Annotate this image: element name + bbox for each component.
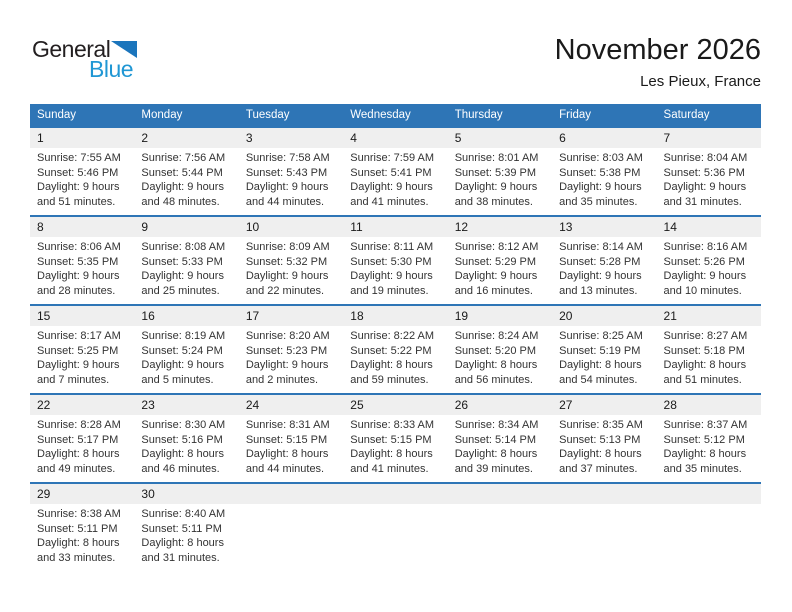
day-details bbox=[657, 148, 761, 209]
daylight-text-line2: and 33 minutes. bbox=[37, 551, 116, 564]
week-row bbox=[30, 304, 761, 393]
daylight-text-line1: Daylight: 9 hours bbox=[663, 270, 747, 283]
day-details bbox=[30, 237, 134, 298]
sunset-text: Sunset: 5:38 PM bbox=[559, 166, 641, 179]
empty-day-cell bbox=[448, 484, 552, 571]
week-row bbox=[30, 482, 761, 571]
daylight-text-line2: and 31 minutes. bbox=[663, 195, 742, 208]
daylight-text-line2: and 35 minutes. bbox=[559, 195, 638, 208]
daylight-text-line2: and 31 minutes. bbox=[141, 551, 220, 564]
day-details bbox=[239, 237, 343, 298]
sunset-text: Sunset: 5:16 PM bbox=[141, 433, 223, 446]
sunrise-text: Sunrise: 8:14 AM bbox=[559, 241, 643, 253]
day-details bbox=[239, 415, 343, 476]
day-cell bbox=[448, 306, 552, 393]
daylight-text-line1: Daylight: 9 hours bbox=[37, 270, 120, 283]
daylight-text-line1: Daylight: 9 hours bbox=[559, 270, 642, 283]
empty-day-cell bbox=[343, 484, 447, 571]
sunrise-text: Sunrise: 8:27 AM bbox=[663, 330, 748, 342]
day-number: 7 bbox=[657, 128, 761, 148]
day-details bbox=[30, 415, 134, 476]
day-details bbox=[134, 148, 238, 209]
day-number: 21 bbox=[657, 306, 761, 326]
day-cell bbox=[343, 217, 447, 304]
sunset-text: Sunset: 5:41 PM bbox=[350, 166, 432, 179]
sunset-text: Sunset: 5:39 PM bbox=[454, 166, 537, 179]
day-number: 3 bbox=[239, 128, 343, 148]
page-title: November 2026 bbox=[554, 34, 761, 66]
day-details bbox=[343, 326, 447, 387]
day-number: 25 bbox=[343, 395, 447, 415]
day-number: 1 bbox=[30, 128, 134, 148]
sunset-text: Sunset: 5:23 PM bbox=[245, 344, 328, 357]
day-cell bbox=[30, 217, 134, 304]
day-number: 2 bbox=[134, 128, 238, 148]
day-details bbox=[30, 326, 134, 387]
day-number: 18 bbox=[343, 306, 447, 326]
day-details bbox=[239, 326, 343, 387]
daylight-text-line1: Daylight: 9 hours bbox=[350, 181, 433, 194]
day-details bbox=[552, 237, 656, 298]
daylight-text-line1: Daylight: 9 hours bbox=[141, 359, 224, 372]
day-number: 30 bbox=[134, 484, 238, 504]
daylight-text-line2: and 22 minutes. bbox=[245, 284, 325, 297]
day-cell bbox=[657, 306, 761, 393]
daylight-text-line2: and 39 minutes. bbox=[454, 462, 533, 475]
daylight-text-line1: Daylight: 9 hours bbox=[245, 270, 329, 283]
sunrise-text: Sunrise: 7:59 AM bbox=[350, 152, 435, 164]
day-number-band-empty bbox=[448, 484, 552, 504]
day-number: 14 bbox=[657, 217, 761, 237]
day-cell bbox=[343, 306, 447, 393]
day-cell bbox=[448, 395, 552, 482]
sunrise-text: Sunrise: 8:40 AM bbox=[141, 508, 226, 520]
weekday-sunday: Sunday bbox=[37, 109, 77, 121]
daylight-text-line1: Daylight: 9 hours bbox=[37, 359, 120, 372]
sunset-text: Sunset: 5:33 PM bbox=[141, 255, 223, 268]
sunset-text: Sunset: 5:12 PM bbox=[663, 433, 745, 446]
daylight-text-line1: Daylight: 8 hours bbox=[663, 448, 747, 461]
day-number: 12 bbox=[448, 217, 552, 237]
day-cell bbox=[448, 128, 552, 215]
sunrise-text: Sunrise: 8:34 AM bbox=[454, 419, 539, 431]
daylight-text-line2: and 25 minutes. bbox=[141, 284, 220, 297]
day-cell bbox=[30, 306, 134, 393]
day-number: 16 bbox=[134, 306, 238, 326]
sunset-text: Sunset: 5:35 PM bbox=[37, 255, 119, 268]
empty-day-cell bbox=[657, 484, 761, 571]
day-number: 22 bbox=[30, 395, 134, 415]
day-details bbox=[239, 148, 343, 209]
day-details bbox=[657, 237, 761, 298]
logo-text-blue: Blue bbox=[89, 56, 134, 82]
day-cell bbox=[134, 395, 238, 482]
sunrise-text: Sunrise: 8:31 AM bbox=[245, 419, 330, 431]
daylight-text-line1: Daylight: 8 hours bbox=[37, 537, 120, 550]
sunrise-text: Sunrise: 8:25 AM bbox=[559, 330, 643, 342]
page-subtitle: Les Pieux, France bbox=[640, 73, 761, 90]
day-cell bbox=[657, 395, 761, 482]
sunset-text: Sunset: 5:11 PM bbox=[141, 522, 222, 535]
day-number: 20 bbox=[552, 306, 656, 326]
weekday-wednesday: Wednesday bbox=[350, 109, 411, 121]
daylight-text-line2: and 49 minutes. bbox=[37, 462, 116, 475]
sunset-text: Sunset: 5:20 PM bbox=[454, 344, 537, 357]
day-details bbox=[343, 237, 447, 298]
sunset-text: Sunset: 5:28 PM bbox=[559, 255, 641, 268]
daylight-text-line1: Daylight: 9 hours bbox=[141, 181, 224, 194]
sunrise-text: Sunrise: 8:09 AM bbox=[245, 241, 330, 253]
daylight-text-line2: and 44 minutes. bbox=[245, 195, 325, 208]
daylight-text-line2: and 41 minutes. bbox=[350, 195, 429, 208]
sunrise-text: Sunrise: 7:58 AM bbox=[245, 152, 330, 164]
day-cell bbox=[134, 128, 238, 215]
day-cell bbox=[134, 306, 238, 393]
day-details bbox=[552, 148, 656, 209]
day-number: 11 bbox=[343, 217, 447, 237]
sunrise-text: Sunrise: 8:35 AM bbox=[559, 419, 643, 431]
daylight-text-line2: and 41 minutes. bbox=[350, 462, 429, 475]
daylight-text-line1: Daylight: 8 hours bbox=[454, 359, 538, 372]
daylight-text-line2: and 59 minutes. bbox=[350, 373, 429, 386]
day-cell bbox=[657, 217, 761, 304]
day-number: 19 bbox=[448, 306, 552, 326]
sunrise-text: Sunrise: 8:28 AM bbox=[37, 419, 121, 431]
daylight-text-line2: and 28 minutes. bbox=[37, 284, 116, 297]
daylight-text-line2: and 51 minutes. bbox=[37, 195, 116, 208]
calendar-table bbox=[30, 104, 761, 571]
sunset-text: Sunset: 5:44 PM bbox=[141, 166, 223, 179]
daylight-text-line2: and 13 minutes. bbox=[559, 284, 638, 297]
daylight-text-line2: and 46 minutes. bbox=[141, 462, 220, 475]
daylight-text-line1: Daylight: 8 hours bbox=[141, 448, 224, 461]
general-blue-logo bbox=[32, 36, 137, 82]
sunrise-text: Sunrise: 8:11 AM bbox=[350, 241, 434, 253]
daylight-text-line1: Daylight: 9 hours bbox=[663, 181, 747, 194]
sunset-text: Sunset: 5:24 PM bbox=[141, 344, 223, 357]
day-cell bbox=[134, 484, 238, 571]
day-cell bbox=[239, 395, 343, 482]
day-cell bbox=[30, 128, 134, 215]
daylight-text-line2: and 51 minutes. bbox=[663, 373, 742, 386]
day-cell bbox=[448, 217, 552, 304]
sunrise-text: Sunrise: 8:04 AM bbox=[663, 152, 748, 164]
day-cell bbox=[552, 128, 656, 215]
daylight-text-line1: Daylight: 8 hours bbox=[350, 359, 433, 372]
day-number: 5 bbox=[448, 128, 552, 148]
daylight-text-line1: Daylight: 9 hours bbox=[37, 181, 120, 194]
daylight-text-line2: and 37 minutes. bbox=[559, 462, 638, 475]
day-cell bbox=[239, 217, 343, 304]
daylight-text-line1: Daylight: 8 hours bbox=[559, 359, 642, 372]
weekday-header-row bbox=[30, 104, 761, 126]
day-details bbox=[134, 415, 238, 476]
day-details bbox=[134, 237, 238, 298]
day-number: 23 bbox=[134, 395, 238, 415]
daylight-text-line2: and 35 minutes. bbox=[663, 462, 742, 475]
week-row bbox=[30, 126, 761, 215]
weekday-monday: Monday bbox=[141, 109, 183, 121]
sunrise-text: Sunrise: 8:37 AM bbox=[663, 419, 748, 431]
daylight-text-line2: and 16 minutes. bbox=[454, 284, 533, 297]
day-cell bbox=[30, 395, 134, 482]
daylight-text-line1: Daylight: 9 hours bbox=[245, 359, 329, 372]
day-cell bbox=[552, 395, 656, 482]
empty-day-cell bbox=[552, 484, 656, 571]
day-number: 24 bbox=[239, 395, 343, 415]
daylight-text-line1: Daylight: 9 hours bbox=[245, 181, 329, 194]
daylight-text-line2: and 2 minutes. bbox=[245, 373, 318, 386]
sunset-text: Sunset: 5:11 PM bbox=[37, 522, 118, 535]
weekday-saturday: Saturday bbox=[663, 109, 710, 121]
sunset-text: Sunset: 5:30 PM bbox=[350, 255, 432, 268]
day-number: 27 bbox=[552, 395, 656, 415]
sunrise-text: Sunrise: 8:24 AM bbox=[454, 330, 539, 342]
daylight-text-line1: Daylight: 8 hours bbox=[454, 448, 538, 461]
day-details bbox=[448, 326, 552, 387]
daylight-text-line1: Daylight: 8 hours bbox=[37, 448, 120, 461]
day-number-band-empty bbox=[552, 484, 656, 504]
sunset-text: Sunset: 5:22 PM bbox=[350, 344, 432, 357]
weekday-friday: Friday bbox=[559, 109, 592, 121]
weekday-tuesday: Tuesday bbox=[245, 109, 290, 121]
daylight-text-line2: and 56 minutes. bbox=[454, 373, 533, 386]
empty-day-cell bbox=[239, 484, 343, 571]
day-details bbox=[134, 326, 238, 387]
day-details bbox=[657, 415, 761, 476]
day-number-band-empty bbox=[239, 484, 343, 504]
daylight-text-line2: and 44 minutes. bbox=[245, 462, 325, 475]
sunrise-text: Sunrise: 8:08 AM bbox=[141, 241, 226, 253]
daylight-text-line1: Daylight: 9 hours bbox=[454, 270, 538, 283]
day-details bbox=[657, 326, 761, 387]
sunset-text: Sunset: 5:15 PM bbox=[245, 433, 328, 446]
daylight-text-line1: Daylight: 9 hours bbox=[454, 181, 538, 194]
daylight-text-line1: Daylight: 8 hours bbox=[663, 359, 747, 372]
day-details bbox=[448, 148, 552, 209]
day-number: 6 bbox=[552, 128, 656, 148]
sunset-text: Sunset: 5:36 PM bbox=[663, 166, 745, 179]
day-number: 13 bbox=[552, 217, 656, 237]
daylight-text-line1: Daylight: 8 hours bbox=[559, 448, 642, 461]
weekday-thursday: Thursday bbox=[454, 109, 503, 121]
day-details bbox=[343, 415, 447, 476]
sunrise-text: Sunrise: 8:22 AM bbox=[350, 330, 435, 342]
sunset-text: Sunset: 5:26 PM bbox=[663, 255, 745, 268]
week-row bbox=[30, 393, 761, 482]
day-number: 15 bbox=[30, 306, 134, 326]
daylight-text-line2: and 7 minutes. bbox=[37, 373, 110, 386]
daylight-text-line2: and 48 minutes. bbox=[141, 195, 220, 208]
sunset-text: Sunset: 5:19 PM bbox=[559, 344, 641, 357]
sunrise-text: Sunrise: 8:38 AM bbox=[37, 508, 121, 520]
sunset-text: Sunset: 5:43 PM bbox=[245, 166, 328, 179]
sunset-text: Sunset: 5:32 PM bbox=[245, 255, 328, 268]
daylight-text-line2: and 54 minutes. bbox=[559, 373, 638, 386]
sunset-text: Sunset: 5:14 PM bbox=[454, 433, 537, 446]
day-details bbox=[30, 148, 134, 209]
sunset-text: Sunset: 5:29 PM bbox=[454, 255, 537, 268]
day-number: 28 bbox=[657, 395, 761, 415]
day-details bbox=[448, 237, 552, 298]
day-number: 10 bbox=[239, 217, 343, 237]
day-number: 8 bbox=[30, 217, 134, 237]
day-details bbox=[134, 504, 238, 565]
daylight-text-line1: Daylight: 8 hours bbox=[350, 448, 433, 461]
day-number: 17 bbox=[239, 306, 343, 326]
day-number: 29 bbox=[30, 484, 134, 504]
sunrise-text: Sunrise: 7:56 AM bbox=[141, 152, 226, 164]
daylight-text-line1: Daylight: 9 hours bbox=[141, 270, 224, 283]
sunset-text: Sunset: 5:17 PM bbox=[37, 433, 119, 446]
calendar-weeks bbox=[30, 126, 761, 571]
daylight-text-line1: Daylight: 8 hours bbox=[141, 537, 224, 550]
day-details bbox=[552, 326, 656, 387]
sunrise-text: Sunrise: 8:16 AM bbox=[663, 241, 748, 253]
day-cell bbox=[239, 306, 343, 393]
daylight-text-line1: Daylight: 8 hours bbox=[245, 448, 329, 461]
sunrise-text: Sunrise: 7:55 AM bbox=[37, 152, 121, 164]
sunset-text: Sunset: 5:25 PM bbox=[37, 344, 119, 357]
week-row bbox=[30, 215, 761, 304]
sunrise-text: Sunrise: 8:03 AM bbox=[559, 152, 643, 164]
sunrise-text: Sunrise: 8:01 AM bbox=[454, 152, 539, 164]
sunrise-text: Sunrise: 8:30 AM bbox=[141, 419, 226, 431]
sunrise-text: Sunrise: 8:20 AM bbox=[245, 330, 330, 342]
daylight-text-line2: and 38 minutes. bbox=[454, 195, 533, 208]
sunrise-text: Sunrise: 8:33 AM bbox=[350, 419, 435, 431]
day-number: 4 bbox=[343, 128, 447, 148]
logo-text-general: General bbox=[32, 36, 111, 62]
day-cell bbox=[134, 217, 238, 304]
sunset-text: Sunset: 5:13 PM bbox=[559, 433, 641, 446]
day-cell bbox=[552, 306, 656, 393]
title-block bbox=[555, 34, 761, 90]
day-details bbox=[30, 504, 134, 565]
day-number-band-empty bbox=[657, 484, 761, 504]
day-number: 26 bbox=[448, 395, 552, 415]
day-cell bbox=[239, 128, 343, 215]
day-details bbox=[448, 415, 552, 476]
sunset-text: Sunset: 5:18 PM bbox=[663, 344, 745, 357]
day-cell bbox=[343, 128, 447, 215]
day-cell bbox=[343, 395, 447, 482]
daylight-text-line1: Daylight: 9 hours bbox=[350, 270, 433, 283]
daylight-text-line2: and 10 minutes. bbox=[663, 284, 742, 297]
sunset-text: Sunset: 5:15 PM bbox=[350, 433, 432, 446]
day-number: 9 bbox=[134, 217, 238, 237]
sunrise-text: Sunrise: 8:19 AM bbox=[141, 330, 226, 342]
day-cell bbox=[657, 128, 761, 215]
day-cell bbox=[552, 217, 656, 304]
day-number-band-empty bbox=[343, 484, 447, 504]
day-details bbox=[343, 148, 447, 209]
sunrise-text: Sunrise: 8:17 AM bbox=[37, 330, 121, 342]
day-details bbox=[552, 415, 656, 476]
day-cell bbox=[30, 484, 134, 571]
sunrise-text: Sunrise: 8:06 AM bbox=[37, 241, 121, 253]
daylight-text-line2: and 5 minutes. bbox=[141, 373, 214, 386]
daylight-text-line1: Daylight: 9 hours bbox=[559, 181, 642, 194]
sunset-text: Sunset: 5:46 PM bbox=[37, 166, 119, 179]
sunrise-text: Sunrise: 8:12 AM bbox=[454, 241, 539, 253]
daylight-text-line2: and 19 minutes. bbox=[350, 284, 429, 297]
